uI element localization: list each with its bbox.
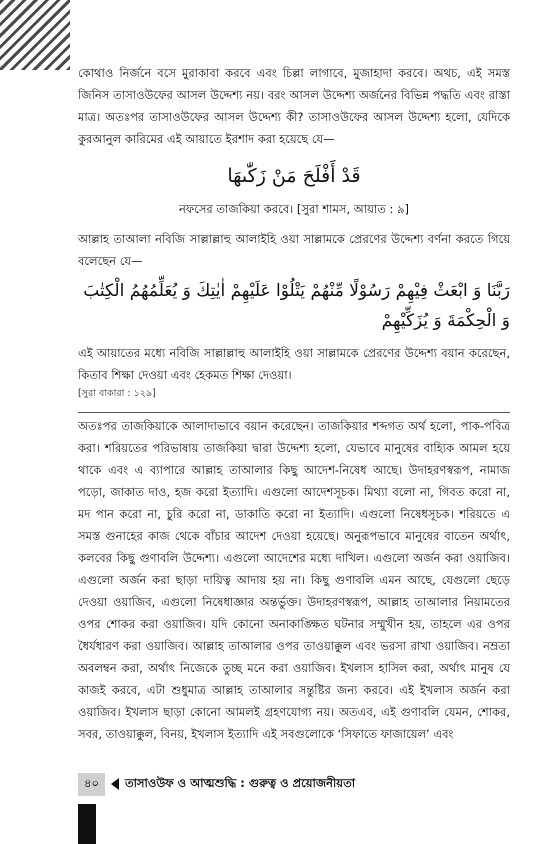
footer-bar-decoration bbox=[78, 804, 96, 844]
paragraph-2: আল্লাহ তাআলা নবিজি সাল্লাল্লাহু আলাইহি ওয়া সাল্লামকে প্রেরণের উদ্দেশ্য বর্ণনা করতে গিয়ে বলেছেন যে— bbox=[78, 232, 510, 268]
paragraph-3: অতঃপর তাজকিয়াকে আলাদাভাবে বয়ান করেছেন। তাজকিয়ার শব্দগত অর্থ হলো, পাক-পবিত্র করা। শরিয়তের পরিভাষায় তাজকিয়া দ্বারা উদ্দেশ্য হলো, যেভাবে মানুষের বাহ্যিক আমল হয়ে থাকে এবং এ ব্যাপারে আল্লাহ তাআলার কিছু আদেশ-নিষেধ আছে। উদাহরণস্বরূপ, নামাজ পড়ো, জাকাত দাও, হজ করো ইত্যাদি। এগুলো আদেশসূচক। মিথ্যা বলো না, গিবত করো না, মদ পান করো না, চুরি করো না, ডাকাতি করো না ইত্যাদি। এগুলো নিষেধসূচক। শরিয়তে এ সমস্ত গুনাহের কাজ থেকে বাঁচার আদেশ দেওয়া হয়েছে। অনুরূপভাবে মানুষের বাতেন অর্থাৎ, কলবের কিছু গুণাবলি উদ্দেশ্য। এগুলো আদেশের মধ্যে দাখিল। এগুলো অর্জন করা ওয়াজিব। এগুলো অর্জন করা ছাড়া দায়িত্ব আদায় হয় না। কিছু গুণাবলি এমন আছে, যেগুলো ছেড়ে দেওয়া ওয়াজিব, এগুলো নিষেধাজ্ঞার অন্তর্ভুক্ত। উদাহরণস্বরূপ, আল্লাহ তাআলার নিয়ামতের ওপর শোকর করা ওয়াজিব। যদি কোনো অনাকাঙ্ক্ষিত ঘটনার সম্মুখীন হয়, তাহলে এর ওপর ধৈর্যধারণ করা ওয়াজিব। আল্লাহ তাআলার ওপর তাওয়াক্কুল এবং ভরসা রাখা ওয়াজিব। নম্রতা অবলম্বন করা, অর্থাৎ নিজেকে তুচ্ছ মনে করা ওয়াজিব। ইখলাস হাসিল করা, অর্থাৎ মানুষ যে কাজই করবে, এটা শুধুমাত্র আল্লাহ তাআলার সন্তুষ্টির জন্য করবে। এই ইখলাস অর্জন করা ওয়াজিব। ইখলাস ছাড়া কোনো আমলই গ্রহণযোগ্য নয়। অতএব, এই গুণাবলি যেমন, শোকর, সবর, তাওয়াক্কুল, বিনয়, ইখলাস ইত্যাদি এই সবগুলোকে ‘সিফাতে ফাজায়েল’ এবং bbox=[78, 419, 510, 741]
paragraph-1: কোথাও নির্জনে বসে মুরাকাবা করবে এবং চিল্লা লাগাবে, মুজাহাদা করবে। অথচ, এই সমস্ত জিনিস তাসাওউফের আসল উদ্দেশ্য নয়। বরং আসল উদ্দেশ্য অর্জনের বিভিন্ন পদ্ধতি এবং রাস্তা মাত্র। অতঃপর তাসাওউফের আসল উদ্দেশ্য কী? তাসাওউফের আসল উদ্দেশ্য হলো, যেদিকে কুরআনুল কারিমের এই আয়াতে ইরশাদ করা হয়েছে যে— bbox=[78, 66, 510, 146]
page-number: ৪০ bbox=[78, 773, 105, 796]
corner-hatch-decoration bbox=[0, 0, 70, 70]
page-body bbox=[78, 62, 510, 745]
left-triangle-icon bbox=[111, 778, 119, 790]
verse-2-translation: এই আয়াতের মধ্যে নবিজি সাল্লাল্লাহু আলাইহি ওয়া সাল্লামকে প্রেরণের উদ্দেশ্য বয়ান করেছেন, কিতাব শিক্ষা দেওয়া এবং হেকমত শিক্ষা দেওয়া। bbox=[78, 346, 510, 382]
page-footer bbox=[78, 773, 355, 795]
verse-2-reference: [সুরা বাকারা : ১২৯] bbox=[78, 388, 156, 399]
arabic-verse-1: قَدْ أَفْلَحَ مَنْ زَكّٰىهَا bbox=[227, 165, 361, 187]
running-book-title: তাসাওউফ ও আত্মশুদ্ধি : গুরুত্ব ও প্রয়োজনীয়তা bbox=[124, 775, 356, 790]
section-divider bbox=[78, 412, 510, 413]
verse-1-caption: নফসের তাজকিয়া করবে। [সুরা শামস, আয়াত : ৯] bbox=[178, 202, 410, 216]
arabic-verse-2: رَبَّنَا وَ ابْعَثْ فِيْهِمْ رَسُوْلًا مِّنْهُمْ يَتْلُوْا عَلَيْهِمْ اٰيٰتِكَ وَ يُعَلِّمُهُمُ الْكِتٰبَ وَ الْحِكْمَةَ وَ يُزَكِّيْهِمْ bbox=[83, 281, 510, 331]
